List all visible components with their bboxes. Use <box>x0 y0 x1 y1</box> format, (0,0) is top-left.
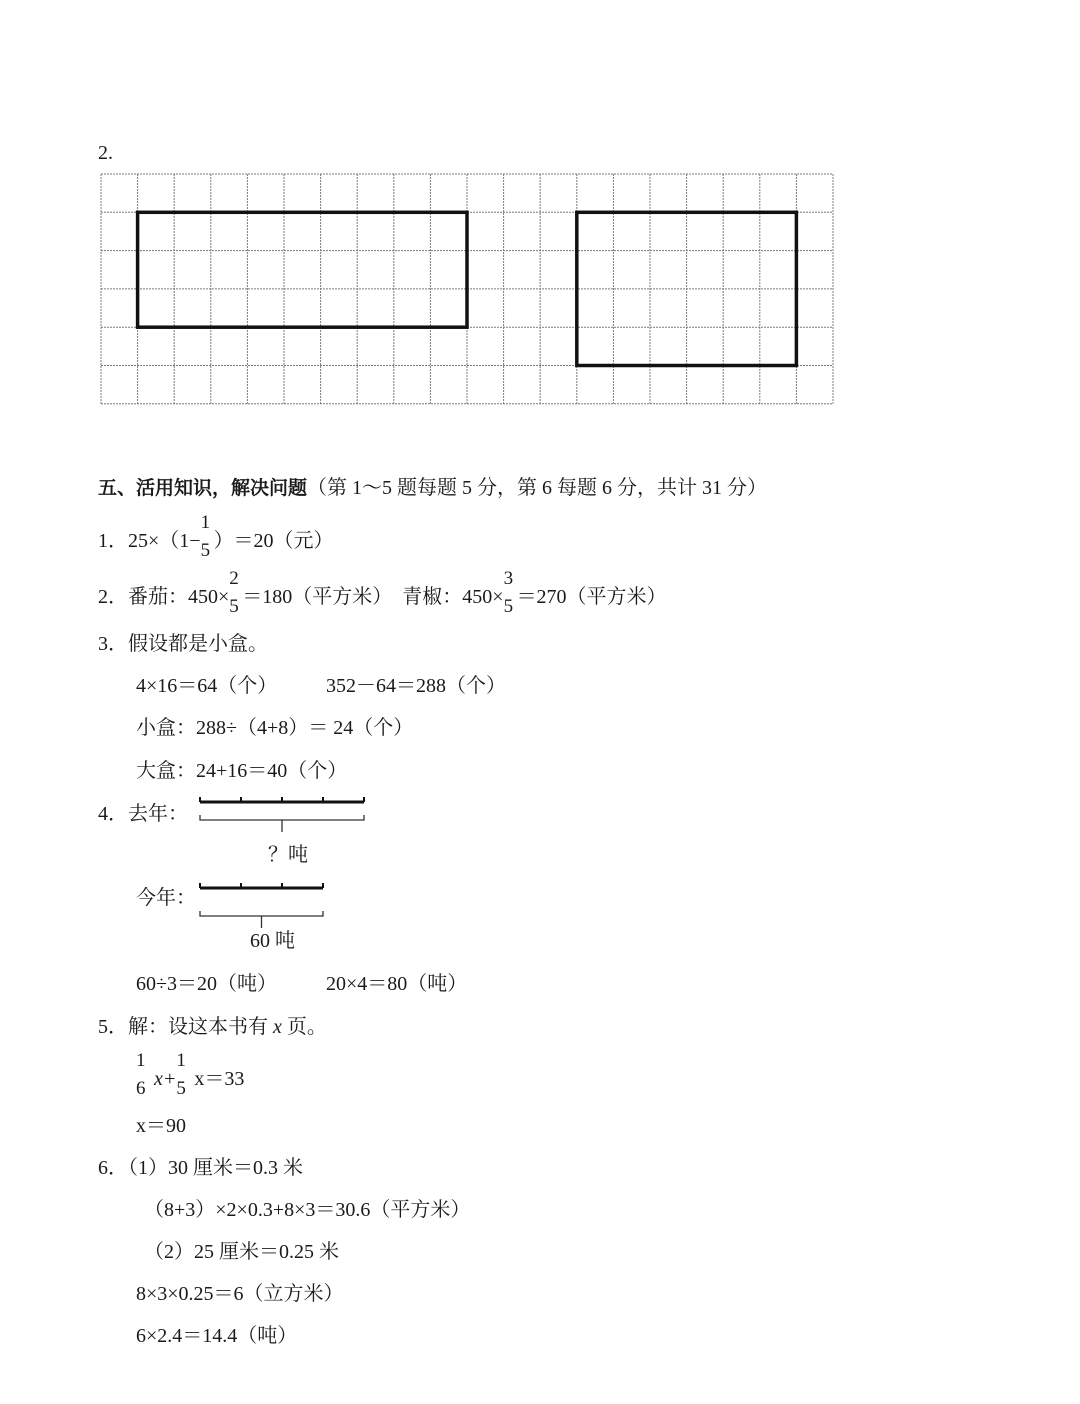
answer-1-prefix: 1．25×（1− <box>98 530 201 552</box>
section-scoring: （第 1～5 题每题 5 分，第 6 每题 6 分，共计 31 分） <box>307 477 768 499</box>
last-year-label: 4．去年： <box>98 803 188 825</box>
answer-5-suffix: 页。 <box>281 1016 327 1038</box>
fraction <box>176 1050 189 1099</box>
section-title: 五、活用知识，解决问题 <box>98 477 308 499</box>
answer-6-line-4: 8×3×0.25＝6（立方米） <box>136 1283 344 1305</box>
answer-2 <box>98 568 667 617</box>
answer-3-line-2a: 4×16＝64（个） <box>136 675 278 697</box>
fraction <box>200 512 214 561</box>
section-heading <box>98 478 767 498</box>
answer-1-suffix: ）＝20（元） <box>213 530 334 552</box>
denominator: 5 <box>176 1078 186 1099</box>
answer-1 <box>98 512 334 561</box>
answer-3-line-1: 3．假设都是小盒。 <box>98 633 268 655</box>
fraction <box>136 1050 149 1099</box>
this-year-label: 今年： <box>136 887 196 909</box>
numerator: 3 <box>503 568 514 589</box>
fraction <box>503 568 517 617</box>
answer-2-mid: ＝180（平方米） 青椒：450× <box>242 586 504 608</box>
numerator: 1 <box>176 1050 186 1071</box>
numerator: 2 <box>229 568 239 589</box>
fraction <box>229 568 242 617</box>
last-year-brace <box>200 815 364 832</box>
answer-6-line-1: 6．（1）30 厘米＝0.3 米 <box>98 1157 303 1179</box>
unknown-tons-label: ？吨 <box>268 844 308 866</box>
left-rectangle <box>138 212 467 327</box>
answer-4-calc-2: 20×4＝80（吨） <box>326 973 468 995</box>
answer-6-line-2: （8+3）×2×0.3+8×3＝30.6（平方米） <box>144 1199 471 1221</box>
answer-3-line-4: 大盒：24+16＝40（个） <box>136 760 348 782</box>
variable: x <box>273 1016 282 1038</box>
this-year-brace <box>200 911 323 928</box>
answer-5-solution: x＝90 <box>136 1115 186 1137</box>
sixty-tons-label: 60 吨 <box>250 930 295 952</box>
square-grid <box>0 0 1080 440</box>
answer-3-line-2b: 352－64＝288（个） <box>326 675 506 697</box>
numerator: 1 <box>200 512 211 533</box>
numerator: 1 <box>136 1050 146 1071</box>
answer-6-line-3: （2）25 厘米＝0.25 米 <box>144 1241 339 1263</box>
denominator: 5 <box>229 596 239 617</box>
denominator: 6 <box>136 1078 146 1099</box>
answer-3-line-3: 小盒：288÷（4+8）＝ 24（个） <box>136 717 414 739</box>
equation-end: x＝33 <box>194 1068 245 1090</box>
answer-5-line-1 <box>98 1017 327 1037</box>
answer-5-equation <box>136 1050 245 1099</box>
equation-middle: x+ <box>154 1068 177 1090</box>
denominator: 5 <box>503 596 514 617</box>
answer-2-suffix: ＝270（平方米） <box>516 586 667 608</box>
answer-6-line-5: 6×2.4＝14.4（吨） <box>136 1325 298 1347</box>
question-number: 2. <box>98 142 113 164</box>
answer-5-prefix: 5．解：设这本书有 <box>98 1016 273 1038</box>
denominator: 5 <box>200 540 211 561</box>
answer-2-prefix: 2．番茄：450× <box>98 586 230 608</box>
answer-4-calc-1: 60÷3＝20（吨） <box>136 973 277 995</box>
